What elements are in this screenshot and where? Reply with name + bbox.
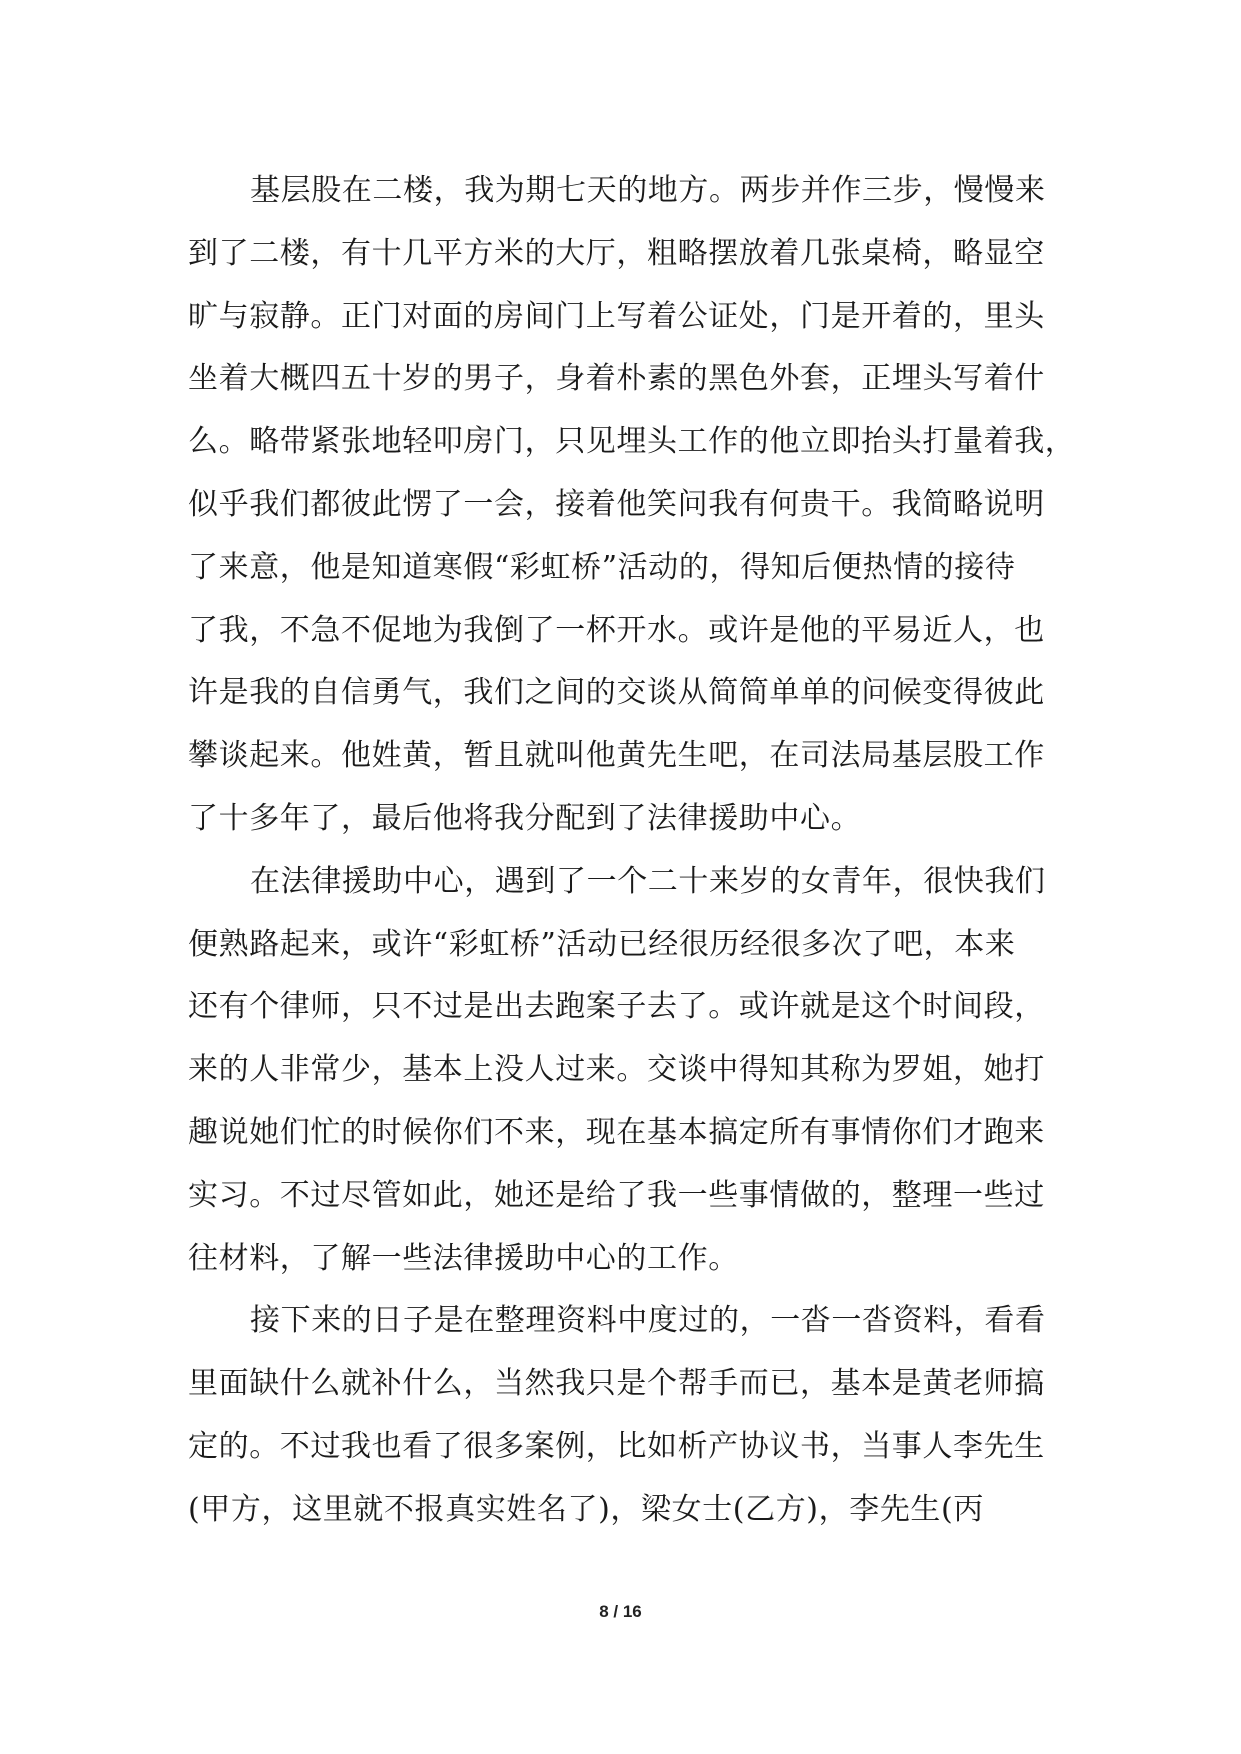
text-line: 许是我的自信勇气，我们之间的交谈从简简单单的问候变得彼此 (188, 675, 1045, 711)
text-line: 了来意，他是知道寒假“彩虹桥”活动的，得知后便热情的接待 (188, 549, 1016, 585)
page-number: 8 / 16 (599, 1602, 642, 1621)
text-line: 定的。不过我也看了很多案例，比如析产协议书，当事人李先生 (188, 1428, 1045, 1464)
text-line: 实习。不过尽管如此，她还是给了我一些事情做的，整理一些过 (188, 1177, 1045, 1213)
text-line: 坐着大概四五十岁的男子，身着朴素的黑色外套，正埋头写着什 (188, 361, 1045, 397)
text-line: 里面缺什么就补什么，当然我只是个帮手而已，基本是黄老师搞 (188, 1366, 1045, 1402)
text-line: 基层股在二楼，我为期七天的地方。两步并作三步，慢慢来 (250, 173, 1046, 208)
text-line: 了十多年了，最后他将我分配到了法律援助中心。 (188, 800, 862, 836)
text-line: 到了二楼，有十几平方米的大厅，粗略摆放着几张桌椅，略显空 (188, 235, 1045, 271)
text-line: 旷与寂静。正门对面的房间门上写着公证处，门是开着的，里头 (188, 298, 1045, 334)
text-line: 了我，不急不促地为我倒了一杯开水。或许是他的平易近人，也 (188, 612, 1045, 648)
text-line: 似乎我们都彼此愣了一会，接着他笑问我有何贵干。我简略说明 (188, 486, 1045, 522)
text-line: 往材料，了解一些法律援助中心的工作。 (188, 1240, 739, 1276)
text-line: 便熟路起来，或许“彩虹桥”活动已经很历经很多次了吧，本来 (188, 926, 1016, 962)
text-line: 么。略带紧张地轻叩房门，只见埋头工作的他立即抬头打量着我， (188, 424, 1076, 460)
text-line: 攀谈起来。他姓黄，暂且就叫他黄先生吧，在司法局基层股工作 (188, 738, 1045, 774)
document-body (188, 160, 1076, 1542)
text-line: 来的人非常少，基本上没人过来。交谈中得知其称为罗姐，她打 (188, 1052, 1045, 1088)
text-line: 接下来的日子是在整理资料中度过的，一沓一沓资料，看看 (250, 1303, 1046, 1339)
text-line: (甲方，这里就不报真实姓名了)，梁女士(乙方)，李先生(丙 (188, 1491, 984, 1527)
text-line: 趣说她们忙的时候你们不来，现在基本搞定所有事情你们才跑来 (188, 1114, 1045, 1150)
text-line: 在法律援助中心，遇到了一个二十来岁的女青年，很快我们 (250, 863, 1046, 899)
text-line: 还有个律师，只不过是出去跑案子去了。或许就是这个时间段， (188, 989, 1045, 1025)
